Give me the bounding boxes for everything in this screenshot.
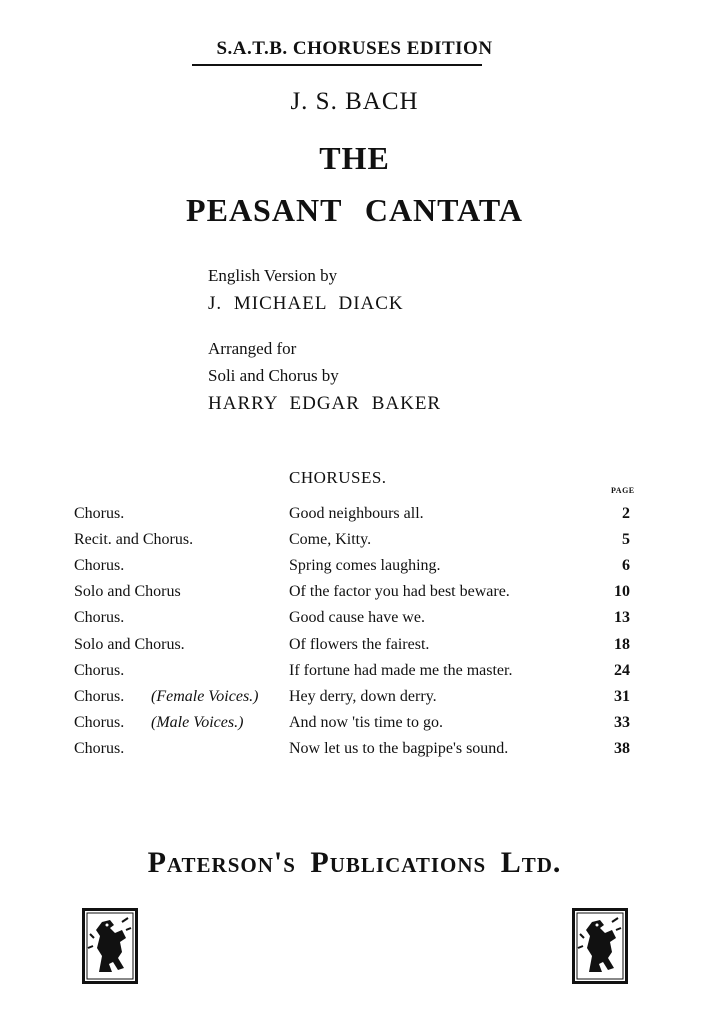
piece-title: If fortune had made me the master.	[289, 662, 513, 679]
page-number: 24	[614, 662, 630, 679]
piece-type: Solo and Chorus.	[74, 636, 185, 653]
choruses-heading: CHORUSES.	[289, 468, 387, 487]
piece-type: Chorus.	[74, 609, 125, 626]
piece-type: Chorus.	[74, 662, 125, 679]
piece-title: Good cause have we.	[289, 609, 425, 626]
title-line-2: PEASANT CANTATA	[186, 192, 523, 228]
translator-name: J. MICHAEL DIACK	[208, 293, 404, 314]
edition-label: S.A.T.B. CHORUSES EDITION	[216, 38, 493, 59]
contents-row	[0, 505, 709, 529]
piece-title: Good neighbours all.	[289, 505, 424, 522]
page-number: 10	[614, 583, 630, 600]
page-number: 13	[614, 609, 630, 626]
page-number: 33	[614, 714, 630, 731]
piece-title: Hey derry, down derry.	[289, 688, 437, 705]
contents-row	[0, 583, 709, 607]
contents-row	[0, 557, 709, 581]
contents-row	[0, 714, 709, 738]
piece-type: Chorus. (Male Voices.)	[74, 714, 244, 731]
page-number: 18	[614, 636, 630, 653]
piece-type: Solo and Chorus	[74, 583, 181, 600]
voices-note: (Female Voices.)	[151, 688, 259, 705]
edition-underline	[192, 64, 482, 66]
contents-row	[0, 662, 709, 686]
rampant-lion-icon	[82, 908, 138, 984]
page-number: 31	[614, 688, 630, 705]
contents-row	[0, 531, 709, 555]
composer-name: J. S. BACH	[290, 88, 419, 115]
piece-type: Chorus.	[74, 557, 125, 574]
page-number: 2	[622, 505, 630, 522]
piece-type: Chorus. (Female Voices.)	[74, 688, 259, 705]
page-column-heading: PAGE	[611, 486, 635, 495]
piece-type: Recit. and Chorus.	[74, 531, 194, 548]
piece-title: Spring comes laughing.	[289, 557, 441, 574]
contents-row	[0, 609, 709, 633]
piece-title: Now let us to the bagpipe's sound.	[289, 740, 509, 757]
arranger-name: HARRY EDGAR BAKER	[208, 393, 442, 414]
contents-row	[0, 688, 709, 712]
rampant-lion-icon	[572, 908, 628, 984]
title-line-1: THE	[319, 140, 390, 176]
arranged-label-line-1: Arranged for	[208, 339, 297, 358]
publisher-name: Paterson's Publications Ltd.	[147, 846, 562, 879]
page-number: 38	[614, 740, 630, 757]
piece-type: Chorus.	[74, 740, 125, 757]
page-number: 5	[622, 531, 630, 548]
english-version-label: English Version by	[208, 266, 338, 285]
contents-row	[0, 636, 709, 660]
arranged-label-line-2: Soli and Chorus by	[208, 366, 339, 385]
voices-note: (Male Voices.)	[151, 714, 244, 731]
piece-type: Chorus.	[74, 505, 125, 522]
piece-title: Of the factor you had best beware.	[289, 583, 510, 600]
page-number: 6	[622, 557, 630, 574]
piece-title: Of flowers the fairest.	[289, 636, 430, 653]
piece-title: And now 'tis time to go.	[289, 714, 443, 731]
contents-row	[0, 740, 709, 764]
piece-title: Come, Kitty.	[289, 531, 372, 548]
